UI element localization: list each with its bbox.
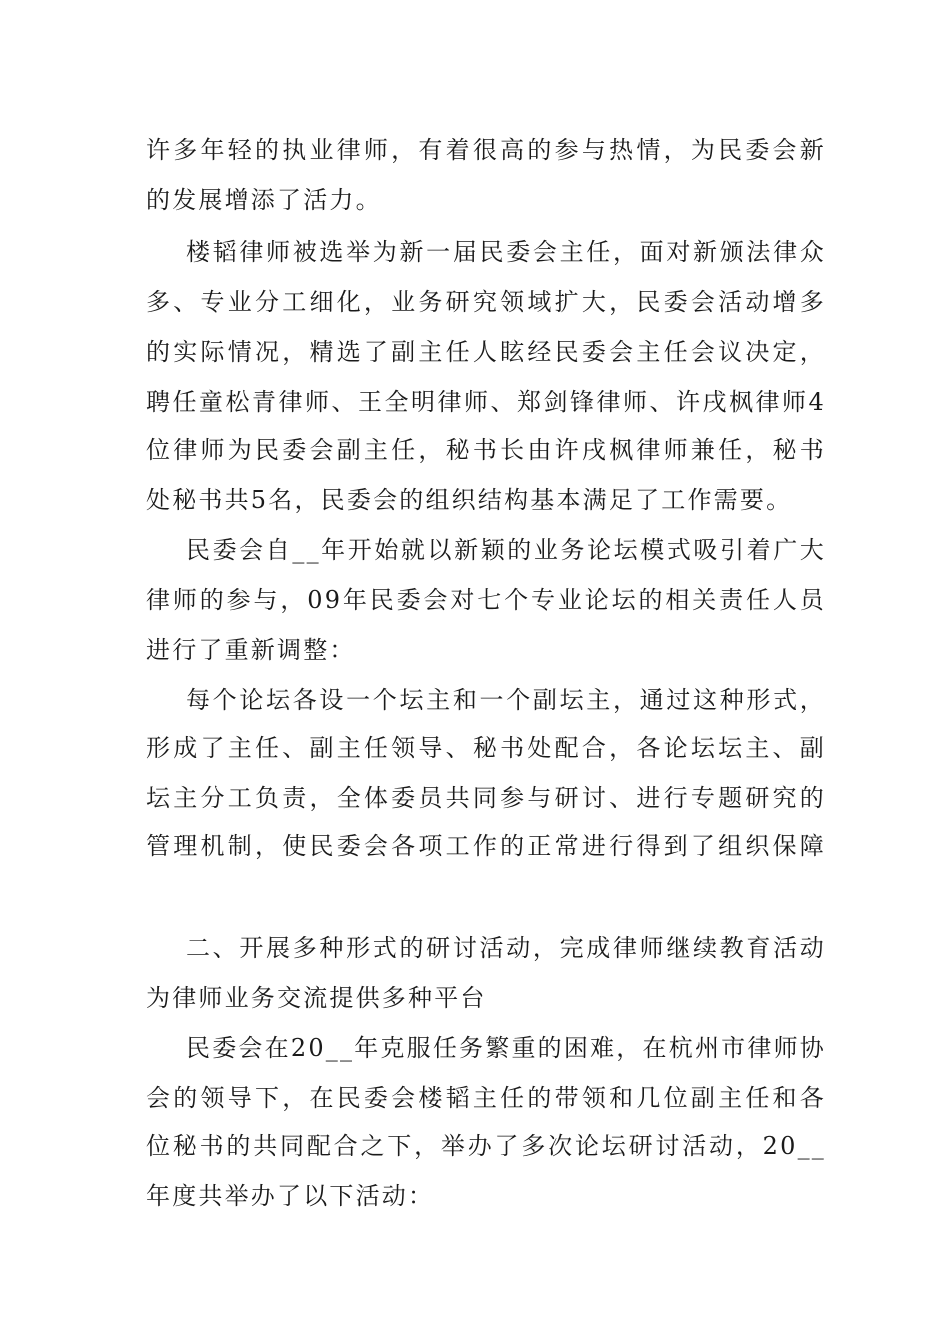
paragraph-5-line-2: 会的领导下，在民委会楼韬主任的带领和几位副主任和各 bbox=[146, 1084, 826, 1112]
paragraph-3-line-2: 律师的参与，09年民委会对七个专业论坛的相关责任人员 bbox=[146, 586, 826, 614]
paragraph-1-line-2: 的发展增添了活力。 bbox=[146, 186, 382, 214]
paragraph-5-line-3: 位秘书的共同配合之下，举办了多次论坛研讨活动，20__ bbox=[146, 1132, 826, 1160]
paragraph-4-line-3: 坛主分工负责，全体委员共同参与研讨、进行专题研究的 bbox=[146, 784, 826, 812]
paragraph-2-line-4: 聘任童松青律师、王全明律师、郑剑锋律师、许戌枫律师4 bbox=[146, 388, 826, 416]
paragraph-2-line-3: 的实际情况，精选了副主任人眩经民委会主任会议决定， bbox=[146, 338, 826, 366]
section-heading-line-1: 二、开展多种形式的研讨活动，完成律师继续教育活动 bbox=[186, 934, 826, 962]
paragraph-4-line-2: 形成了主任、副主任领导、秘书处配合，各论坛坛主、副 bbox=[146, 734, 826, 762]
paragraph-2-line-5: 位律师为民委会副主任，秘书长由许戌枫律师兼任，秘书 bbox=[146, 436, 826, 464]
paragraph-3-line-3: 进行了重新调整： bbox=[146, 636, 356, 664]
paragraph-2-line-2: 多、专业分工细化，业务研究领域扩大，民委会活动增多 bbox=[146, 288, 826, 316]
paragraph-3-line-1: 民委会自__年开始就以新颖的业务论坛模式吸引着广大 bbox=[186, 536, 826, 564]
paragraph-4-line-1: 每个论坛各设一个坛主和一个副坛主，通过这种形式， bbox=[186, 686, 826, 714]
paragraph-1-line-1: 许多年轻的执业律师，有着很高的参与热情，为民委会新 bbox=[146, 136, 826, 164]
paragraph-2-line-1: 楼韬律师被选举为新一届民委会主任，面对新颁法律众 bbox=[186, 238, 826, 266]
paragraph-2-line-6: 处秘书共5名，民委会的组织结构基本满足了工作需要。 bbox=[146, 486, 793, 514]
paragraph-4-line-4: 管理机制，使民委会各项工作的正常进行得到了组织保障 bbox=[146, 832, 826, 860]
paragraph-5-line-4: 年度共举办了以下活动： bbox=[146, 1182, 435, 1210]
section-heading-line-2: 为律师业务交流提供多种平台 bbox=[146, 984, 487, 1012]
paragraph-5-line-1: 民委会在20__年克服任务繁重的困难，在杭州市律师协 bbox=[186, 1034, 826, 1062]
